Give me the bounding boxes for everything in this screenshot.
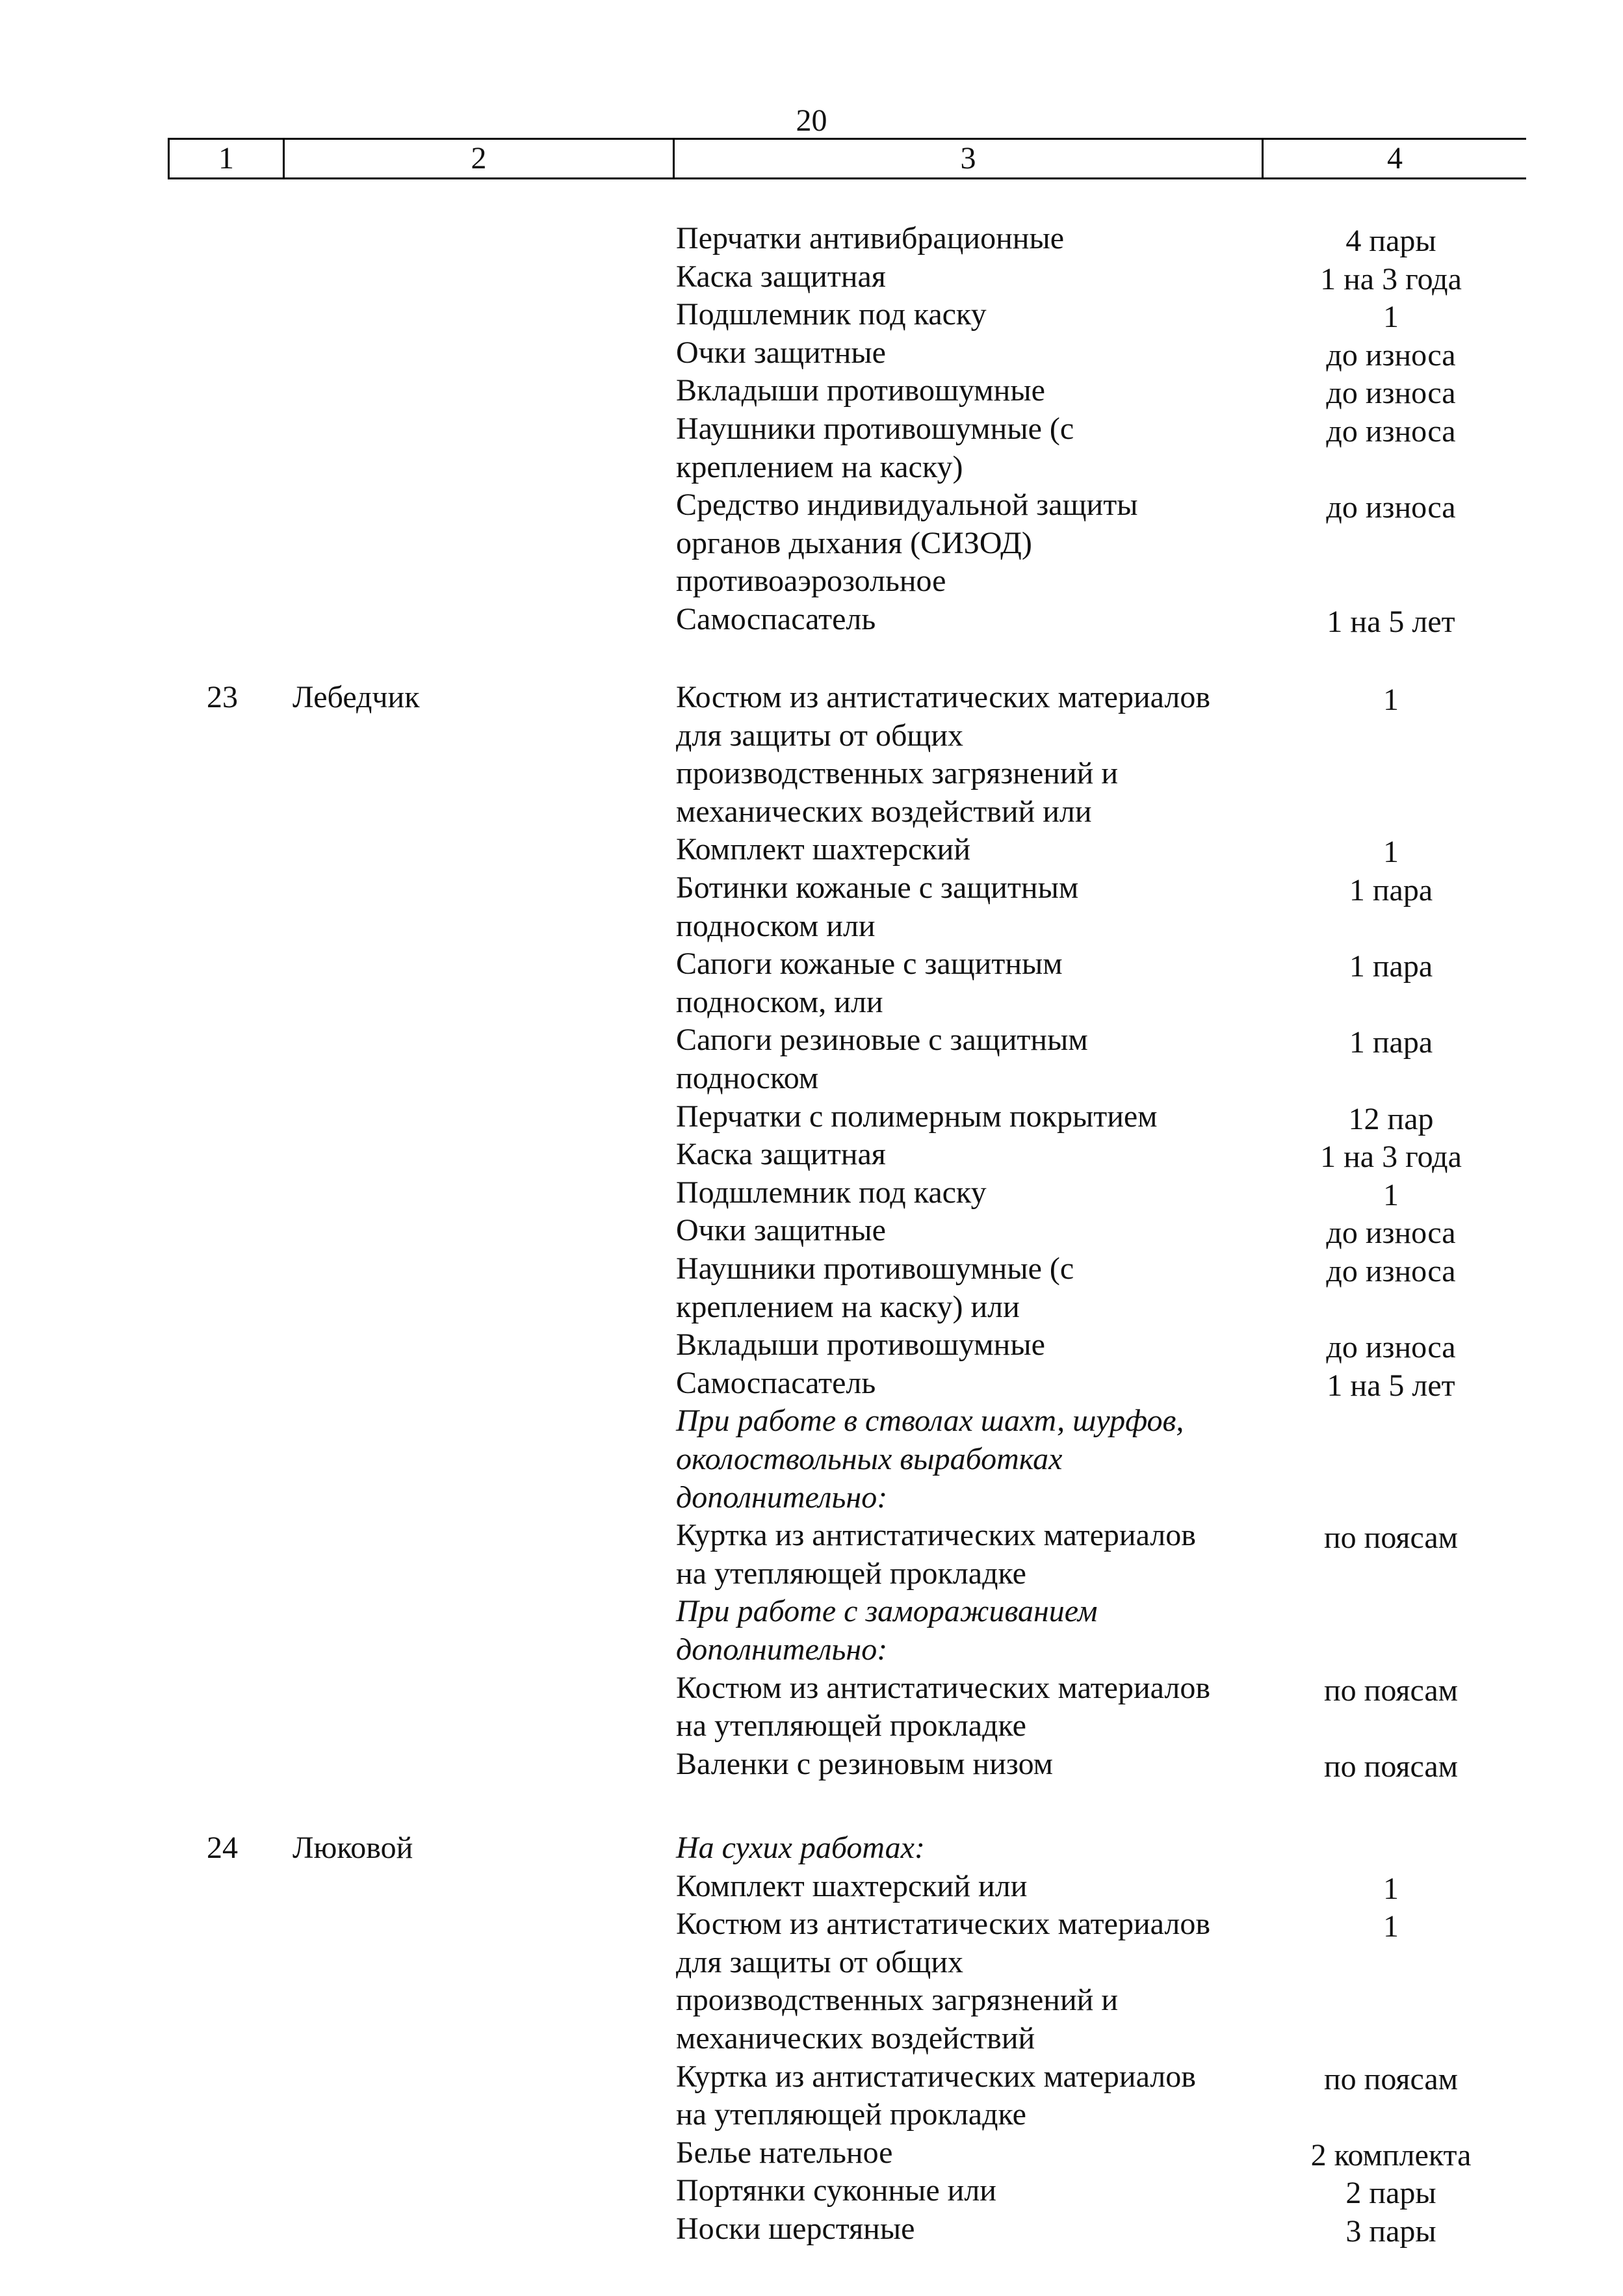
issue-norm: до износа bbox=[1326, 414, 1456, 449]
profession-name: Люковой bbox=[292, 1831, 413, 1865]
item-line: Каска защитная bbox=[676, 259, 886, 294]
item-line: Очки защитные bbox=[676, 1213, 886, 1248]
issue-norm: 2 комплекта bbox=[1310, 2137, 1472, 2172]
item-line: Средство индивидуальной защиты bbox=[676, 488, 1138, 523]
item-line: Подшлемник под каску bbox=[676, 1175, 987, 1210]
section-note-line: околоствольных выработках bbox=[676, 1442, 1063, 1476]
profession-name: Лебедчик bbox=[292, 680, 420, 714]
item-line: на утепляющей прокладке bbox=[676, 2097, 1026, 2132]
item-line: Костюм из антистатических материалов bbox=[676, 680, 1210, 714]
item-line: Самоспасатель bbox=[676, 1365, 876, 1400]
item-line: Каска защитная bbox=[676, 1137, 886, 1172]
item-line: подноском bbox=[676, 1061, 819, 1095]
item-line: Комплект шахтерский или bbox=[676, 1868, 1028, 1903]
issue-norm: до износа bbox=[1326, 1216, 1456, 1251]
row-number: 23 bbox=[207, 680, 238, 714]
item-line: Куртка из антистатических материалов bbox=[676, 1518, 1196, 1553]
item-line: производственных загрязнений и bbox=[676, 1983, 1119, 2018]
table-header bbox=[168, 138, 1526, 179]
issue-norm: 1 пара bbox=[1349, 873, 1433, 907]
item-line: подноском, или bbox=[676, 984, 883, 1019]
item-line: Очки защитные bbox=[676, 335, 886, 370]
item-line: креплением на каску) bbox=[676, 449, 963, 484]
header-col-1: 1 bbox=[170, 140, 285, 177]
item-line: Перчатки антивибрационные bbox=[676, 221, 1064, 255]
item-line: противоаэрозольное bbox=[676, 564, 946, 599]
item-line: Перчатки с полимерным покрытием bbox=[676, 1099, 1158, 1134]
item-line: креплением на каску) или bbox=[676, 1289, 1020, 1324]
issue-norm: 4 пары bbox=[1345, 224, 1436, 258]
item-line: Валенки с резиновым низом bbox=[676, 1746, 1054, 1781]
item-line: Ботинки кожаные с защитным bbox=[676, 870, 1079, 905]
item-line: Наушники противошумные (с bbox=[676, 411, 1074, 446]
issue-norm: 1 пара bbox=[1349, 949, 1433, 984]
row-number: 24 bbox=[207, 1831, 238, 1865]
issue-norm: 1 на 5 лет bbox=[1327, 605, 1455, 639]
item-line: Белье нательное bbox=[676, 2135, 893, 2170]
issue-norm: до износа bbox=[1326, 337, 1456, 372]
item-line: Костюм из антистатических материалов bbox=[676, 1670, 1210, 1705]
section-note-line: дополнительно: bbox=[676, 1632, 888, 1667]
issue-norm: 12 пар bbox=[1348, 1101, 1434, 1136]
section-note-line: дополнительно: bbox=[676, 1480, 888, 1515]
issue-norm: 1 на 3 года bbox=[1320, 1140, 1462, 1175]
item-line: Костюм из антистатических материалов bbox=[676, 1907, 1210, 1942]
item-line: на утепляющей прокладке bbox=[676, 1556, 1026, 1591]
item-line: подноском или bbox=[676, 908, 876, 943]
issue-norm: до износа bbox=[1326, 1254, 1456, 1288]
item-line: органов дыхания (СИЗОД) bbox=[676, 525, 1032, 560]
header-col-3: 3 bbox=[675, 140, 1264, 177]
item-line: Портянки суконные или bbox=[676, 2173, 996, 2208]
item-line: механических воздействий или bbox=[676, 794, 1092, 829]
header-col-2: 2 bbox=[285, 140, 675, 177]
issue-norm: 1 bbox=[1383, 683, 1399, 717]
header-col-4: 4 bbox=[1387, 141, 1403, 176]
issue-norm: до износа bbox=[1326, 1330, 1456, 1365]
item-line: Носки шерстяные bbox=[676, 2211, 915, 2246]
item-line: для защиты от общих bbox=[676, 718, 964, 753]
issue-norm: 1 пара bbox=[1349, 1025, 1433, 1060]
item-line: для защиты от общих bbox=[676, 1944, 964, 1979]
item-line: производственных загрязнений и bbox=[676, 756, 1119, 791]
issue-norm: 1 на 3 года bbox=[1320, 261, 1462, 296]
issue-norm: до износа bbox=[1326, 490, 1456, 525]
item-line: Наушники противошумные (с bbox=[676, 1251, 1074, 1286]
item-line: Вкладыши противошумные bbox=[676, 373, 1045, 408]
issue-norm: 1 bbox=[1383, 1909, 1399, 1944]
page-number: 20 bbox=[796, 103, 827, 138]
issue-norm: 1 bbox=[1383, 300, 1399, 335]
item-line: Вкладыши противошумные bbox=[676, 1327, 1045, 1363]
item-line: Подшлемник под каску bbox=[676, 297, 987, 332]
section-note-line: На сухих работах: bbox=[676, 1831, 925, 1865]
section-note-line: При работе с замораживанием bbox=[676, 1594, 1098, 1629]
item-line: механических воздействий bbox=[676, 2021, 1035, 2055]
item-line: Комплект шахтерский bbox=[676, 832, 971, 867]
section-note-line: При работе в стволах шахт, шурфов, bbox=[676, 1403, 1184, 1439]
issue-norm: 2 пары bbox=[1345, 2176, 1436, 2211]
issue-norm: по поясам bbox=[1323, 1520, 1459, 1556]
issue-norm: 3 пары bbox=[1345, 2214, 1436, 2249]
item-line: Куртка из антистатических материалов bbox=[676, 2059, 1196, 2094]
issue-norm: 1 bbox=[1383, 1871, 1399, 1906]
item-line: Сапоги резиновые с защитным bbox=[676, 1023, 1088, 1058]
item-line: Сапоги кожаные с защитным bbox=[676, 946, 1063, 982]
issue-norm: по поясам bbox=[1323, 1673, 1459, 1708]
issue-norm: 1 bbox=[1383, 835, 1399, 870]
issue-norm: 1 на 5 лет bbox=[1327, 1368, 1455, 1403]
issue-norm: по поясам bbox=[1323, 1749, 1459, 1784]
issue-norm: по поясам bbox=[1323, 2061, 1459, 2096]
issue-norm: 1 bbox=[1383, 1177, 1399, 1212]
issue-norm: до износа bbox=[1326, 376, 1456, 411]
item-line: на утепляющей прокладке bbox=[676, 1708, 1026, 1743]
item-line: Самоспасатель bbox=[676, 602, 876, 636]
